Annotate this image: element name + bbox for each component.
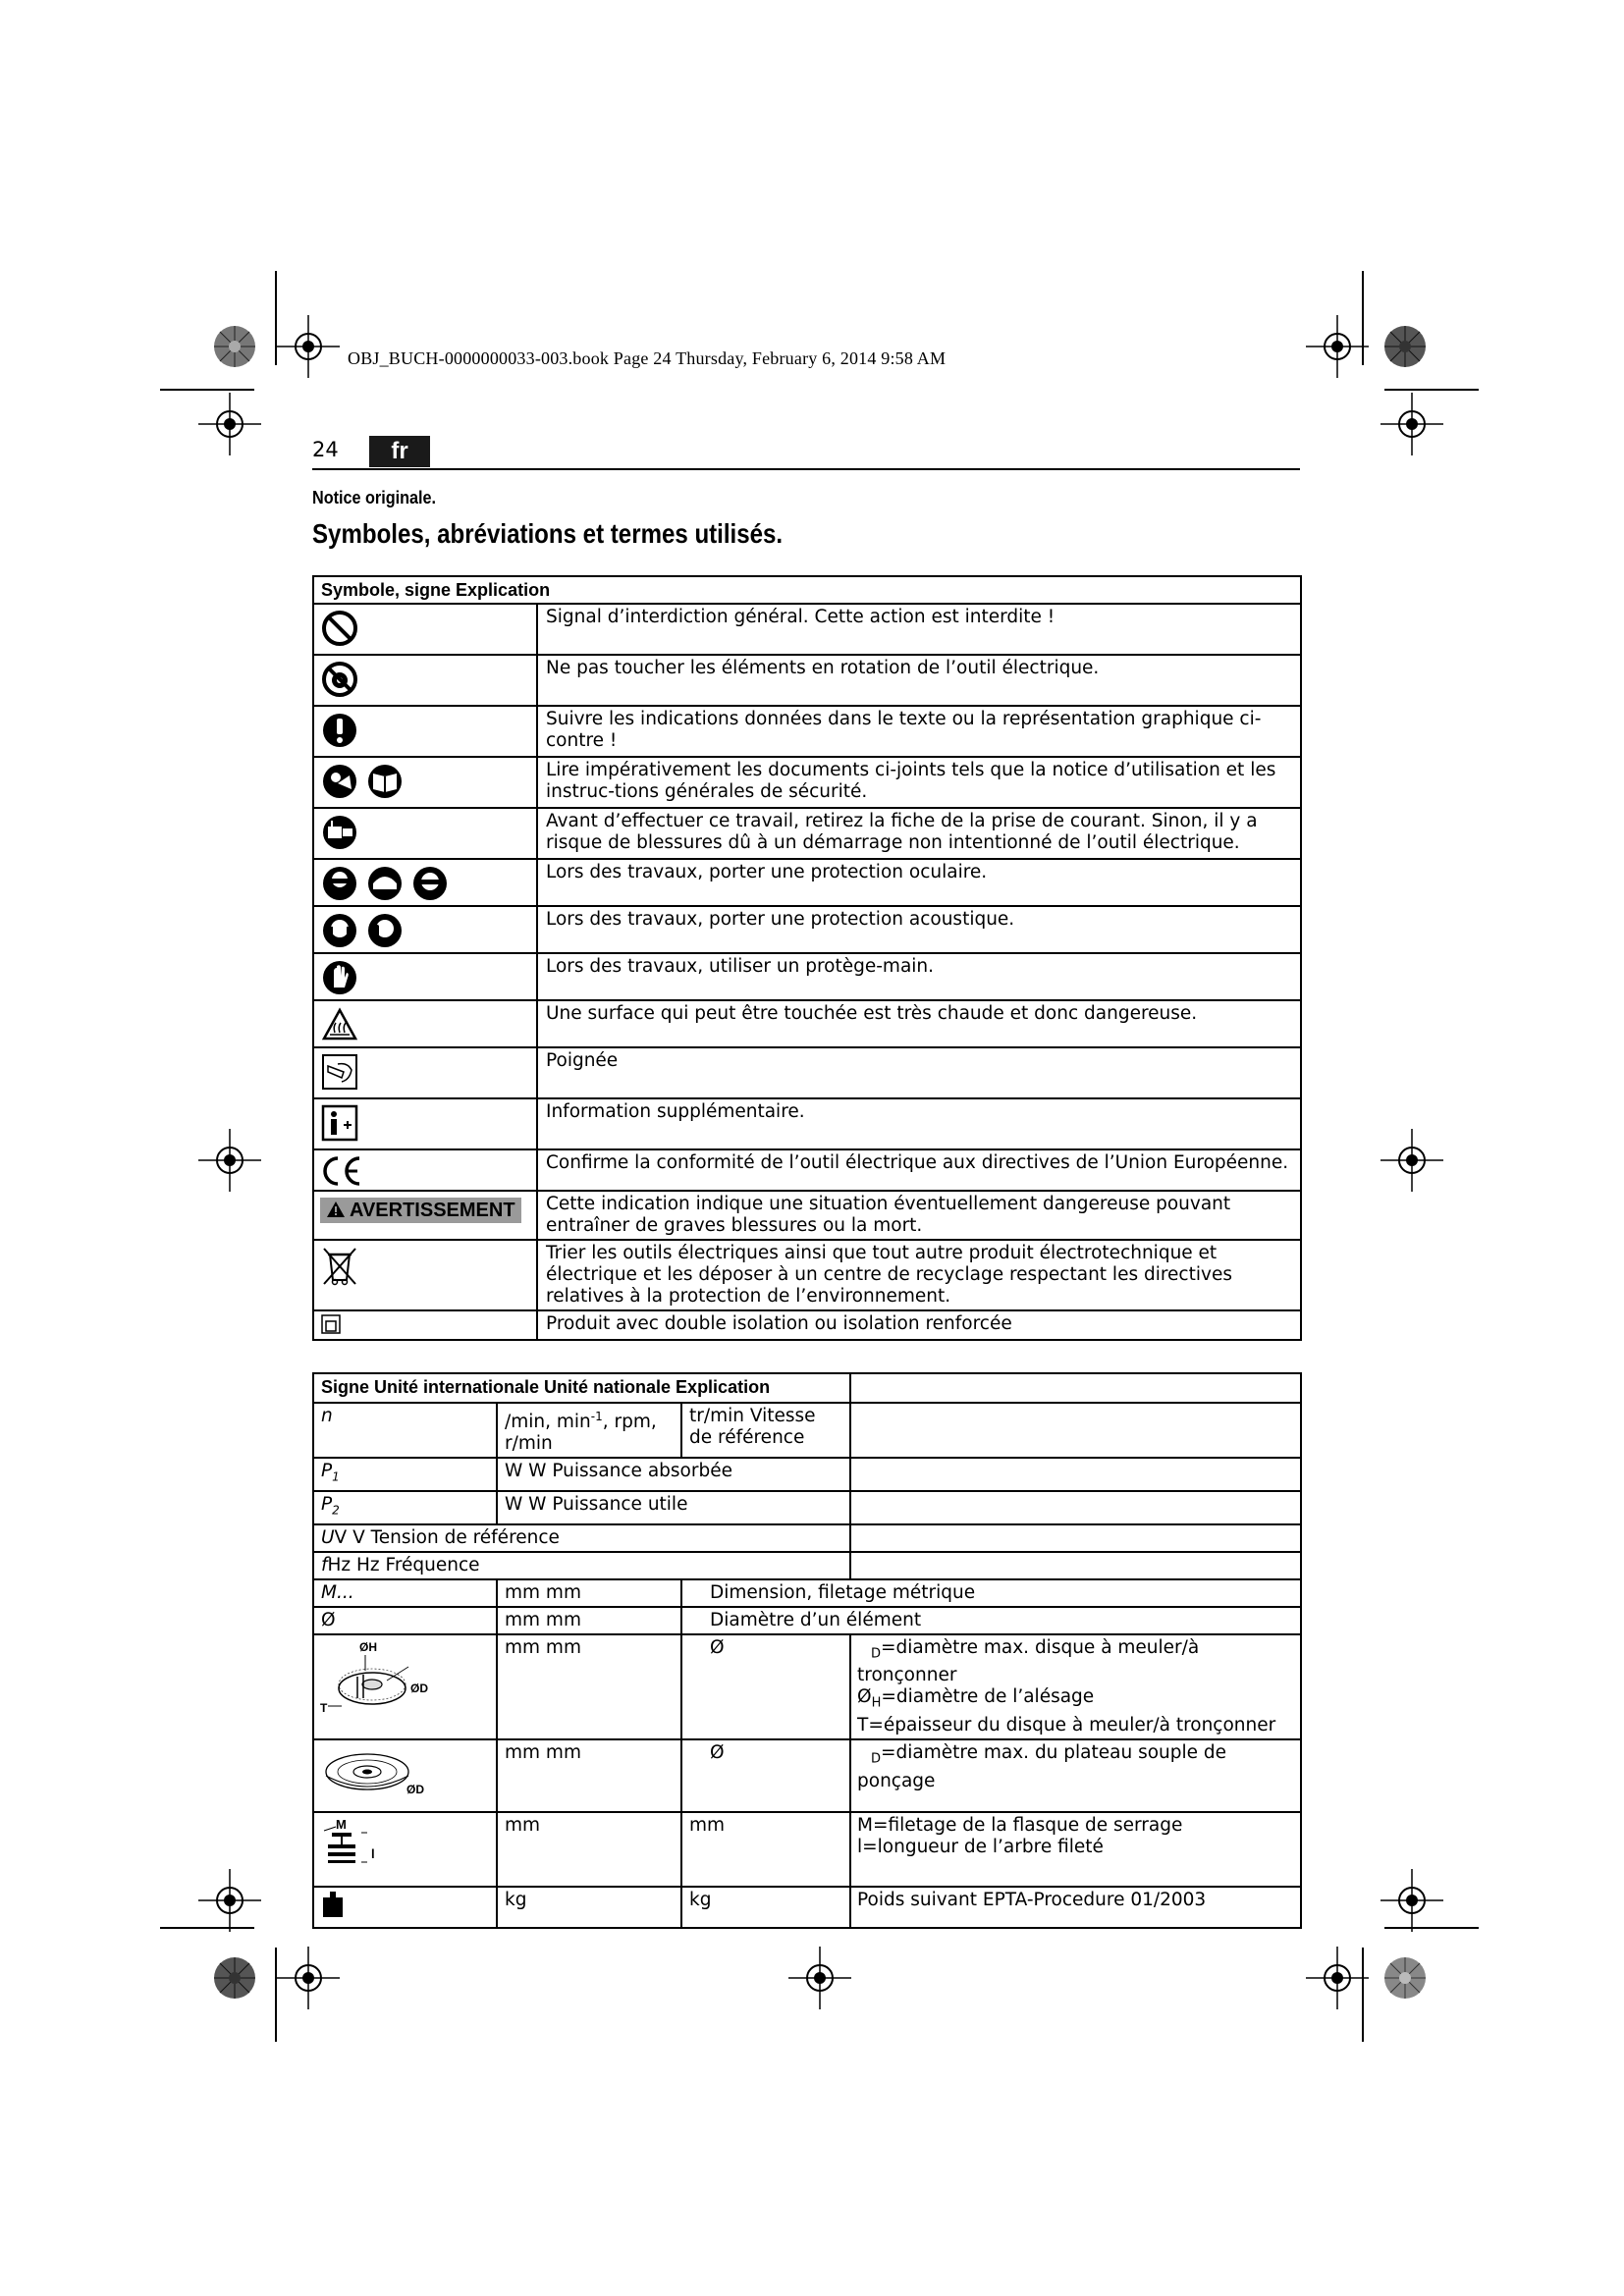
hand-protection-icon — [320, 958, 359, 997]
registration-mark-right-upper — [1380, 393, 1443, 455]
symbol-diameter: Ø — [313, 1607, 497, 1634]
table-header-row — [313, 1373, 1301, 1403]
backing-pad-diagram — [318, 1742, 436, 1803]
table-row — [313, 1579, 1301, 1607]
color-dial-top-right — [1382, 324, 1428, 369]
units-header: Signe Unité internationale Unité nationale Explication — [313, 1373, 850, 1403]
information-icon — [320, 1103, 359, 1143]
unplug-icon — [320, 813, 359, 852]
unit-explanation: Dimension, filetage métrique — [681, 1579, 1301, 1607]
empty-cell — [850, 1552, 1301, 1579]
crop-line — [1384, 389, 1479, 391]
weee-bin-icon — [320, 1245, 359, 1288]
row-text: Lors des travaux, utiliser un protège-main. — [537, 953, 1301, 1000]
unit-text: W W Puissance absorbée — [497, 1458, 850, 1491]
page-number: 24 — [312, 438, 339, 461]
table-row — [313, 1403, 1301, 1458]
row-text: Avant d’effectuer ce travail, retirez la fiche de la prise de courant. Sinon, il y a risque de blessures dû à un démarrage non intentionné de l’outil électrique. — [537, 808, 1301, 859]
table-row — [313, 757, 1301, 808]
crop-line — [160, 1927, 254, 1929]
notice-label: Notice originale. — [312, 488, 437, 507]
table-row — [313, 1458, 1301, 1491]
empty-cell — [850, 1403, 1301, 1458]
unit-explanation: $_D$=diamètre max. du plateau souple de ponçage — [850, 1739, 1301, 1812]
row-text: Suivre les indications données dans le texte ou la représentation graphique ci-contre ! — [537, 706, 1301, 757]
symbols-header: Symbole, signe Explication — [313, 576, 1301, 604]
table-row — [313, 808, 1301, 859]
color-dial-top-left — [212, 324, 257, 369]
unit-line2: r/min — [505, 1433, 553, 1455]
unit-text: kg — [497, 1887, 681, 1928]
symbol-m: M... — [321, 1581, 354, 1603]
table-row — [313, 1000, 1301, 1047]
registration-mark-bottom-left — [277, 1947, 340, 2009]
table-row — [313, 706, 1301, 757]
unit-sup: -1 — [590, 1410, 603, 1423]
crop-line — [160, 389, 254, 391]
row-text: Lors des travaux, porter une protection oculaire. — [537, 859, 1301, 906]
registration-mark-right-lower — [1380, 1869, 1443, 1932]
table-row — [313, 1634, 1301, 1739]
diagram-label-od: ØD — [410, 1681, 428, 1695]
table-row — [313, 1310, 1301, 1340]
table-row — [313, 859, 1301, 906]
registration-mark-right-middle — [1380, 1129, 1443, 1192]
color-dial-bottom-right — [1382, 1955, 1428, 2001]
empty-cell — [850, 1524, 1301, 1552]
table-row — [313, 906, 1301, 953]
empty-cell — [850, 1491, 1301, 1524]
ce-mark-icon — [320, 1154, 363, 1188]
table-row — [313, 953, 1301, 1000]
table-row — [313, 1607, 1301, 1634]
unit-explanation: $_D$=diamètre max. disque à meuler/à tronçonner $Ø_H=diamètre$ de l’alésage T=épaisseur du disque à meuler/à tronçonner — [850, 1634, 1301, 1739]
read-manual-icon — [320, 762, 410, 801]
table-row — [313, 1149, 1301, 1191]
crop-line — [1384, 1927, 1479, 1929]
diagram-label-m: M — [336, 1816, 347, 1832]
table-row — [313, 1887, 1301, 1928]
spindle-thread-diagram — [318, 1815, 397, 1878]
table-row — [313, 1739, 1301, 1812]
table-header-row — [313, 576, 1301, 604]
row-text: Signal d’interdiction général. Cette action est interdite ! — [537, 604, 1301, 655]
unit-text: W W Puissance utile — [497, 1491, 850, 1524]
table-row — [313, 604, 1301, 655]
unit-symbol: Ø — [681, 1634, 850, 1739]
unit-explanation: Diamètre d’un élément — [681, 1607, 1301, 1634]
unit-text: mm mm — [497, 1579, 681, 1607]
unit-text: mm — [497, 1812, 681, 1887]
symbol-f: f — [321, 1554, 328, 1575]
prohibition-icon — [320, 609, 359, 648]
row-text: Information supplémentaire. — [537, 1098, 1301, 1149]
color-dial-bottom-left — [212, 1955, 257, 2001]
crop-line — [275, 271, 277, 365]
table-row — [313, 1098, 1301, 1149]
crop-line — [275, 1948, 277, 2042]
unit-text: mm mm — [497, 1607, 681, 1634]
registration-mark-left-lower — [198, 1869, 261, 1932]
eye-protection-icon — [320, 864, 454, 903]
table-row — [313, 1491, 1301, 1524]
table-row — [313, 1812, 1301, 1887]
diagram-label-l: l — [371, 1845, 375, 1861]
diagram-label-od: ØD — [406, 1782, 424, 1796]
table-row — [313, 1047, 1301, 1098]
header-rule — [312, 468, 1300, 470]
row-text: Lors des travaux, porter une protection acoustique. — [537, 906, 1301, 953]
registration-mark-top-left — [277, 315, 340, 378]
symbol-p2: $P_2$ — [321, 1493, 340, 1518]
symbol-u: U — [321, 1526, 335, 1548]
table-row — [313, 1191, 1301, 1240]
unit-text-rest: , rpm, — [602, 1412, 657, 1433]
registration-mark-top-right — [1306, 315, 1369, 378]
unit-symbol: kg — [681, 1887, 850, 1928]
symbol-n: n — [321, 1406, 333, 1426]
weight-icon — [320, 1890, 346, 1919]
row-text: Lire impérativement les documents ci-joints tels que la notice d’utilisation et les instruc-tions générales de sécurité. — [537, 757, 1301, 808]
unit-text: mm mm — [497, 1739, 681, 1812]
crop-line — [1362, 1948, 1364, 2042]
warning-badge — [320, 1198, 521, 1223]
row-text: Une surface qui peut être touchée est très chaude et donc dangereuse. — [537, 1000, 1301, 1047]
row-text: Trier les outils électriques ainsi que tout autre produit électrotechnique et électrique et les déposer à un centre de recyclage respectant les directives relatives à la protection de l’environnement. — [537, 1240, 1301, 1310]
registration-mark-bottom-center — [788, 1947, 851, 2009]
table-row — [313, 1552, 1301, 1579]
hot-surface-icon — [320, 1005, 359, 1044]
warning-badge-label: AVERTISSEMENT — [350, 1200, 515, 1221]
empty-cell — [850, 1458, 1301, 1491]
row-text: Poignée — [537, 1047, 1301, 1098]
no-touch-rotating-icon — [320, 660, 359, 699]
table-row — [313, 655, 1301, 706]
symbols-table — [312, 575, 1302, 1341]
language-tag: fr — [369, 436, 430, 467]
unit-explanation: tr/min Vitesse de référence — [681, 1403, 850, 1458]
grinding-disc-diagram — [318, 1637, 436, 1716]
unit-explanation: Poids suivant EPTA-Procedure 01/2003 — [850, 1887, 1301, 1928]
page-title: Symboles, abréviations et termes utilisés. — [312, 518, 784, 549]
registration-mark-bottom-right — [1306, 1947, 1369, 2009]
file-header: OBJ_BUCH-0000000033-003.book Page 24 Thursday, February 6, 2014 9:58 AM — [348, 348, 947, 368]
row-text: Cette indication indique une situation éventuellement dangereuse pouvant entraîner de graves blessures ou la mort. — [537, 1191, 1301, 1240]
registration-mark-left-upper — [198, 393, 261, 455]
diagram-label-oh: ØH — [359, 1639, 377, 1654]
table-row — [313, 1524, 1301, 1552]
double-insulation-icon — [320, 1313, 342, 1335]
unit-explanation: M=filetage de la flasque de serrage l=longueur de l’arbre fileté — [850, 1812, 1301, 1887]
unit-symbol: mm — [681, 1812, 850, 1887]
row-text: Produit avec double isolation ou isolation renforcée — [537, 1310, 1301, 1340]
handle-icon — [320, 1052, 359, 1092]
unit-text: V V Tension de référence — [334, 1526, 560, 1548]
unit-symbol: Ø — [681, 1739, 850, 1812]
mandatory-attention-icon — [320, 711, 359, 750]
row-text: Ne pas toucher les éléments en rotation de l’outil électrique. — [537, 655, 1301, 706]
unit-text: mm mm — [497, 1634, 681, 1739]
unit-text: /min, min — [505, 1412, 591, 1433]
crop-line — [1362, 271, 1364, 365]
diagram-label-t: T — [320, 1700, 328, 1715]
units-table — [312, 1372, 1302, 1929]
empty-cell — [850, 1373, 1301, 1403]
registration-mark-left-middle — [198, 1129, 261, 1192]
row-text: Confirme la conformité de l’outil électrique aux directives de l’Union Européenne. — [537, 1149, 1301, 1191]
symbol-p1: $P_1$ — [321, 1461, 340, 1484]
ear-protection-icon — [320, 911, 410, 950]
warning-triangle-icon — [326, 1201, 346, 1218]
table-row — [313, 1240, 1301, 1310]
unit-text: Hz Hz Fréquence — [327, 1554, 480, 1575]
